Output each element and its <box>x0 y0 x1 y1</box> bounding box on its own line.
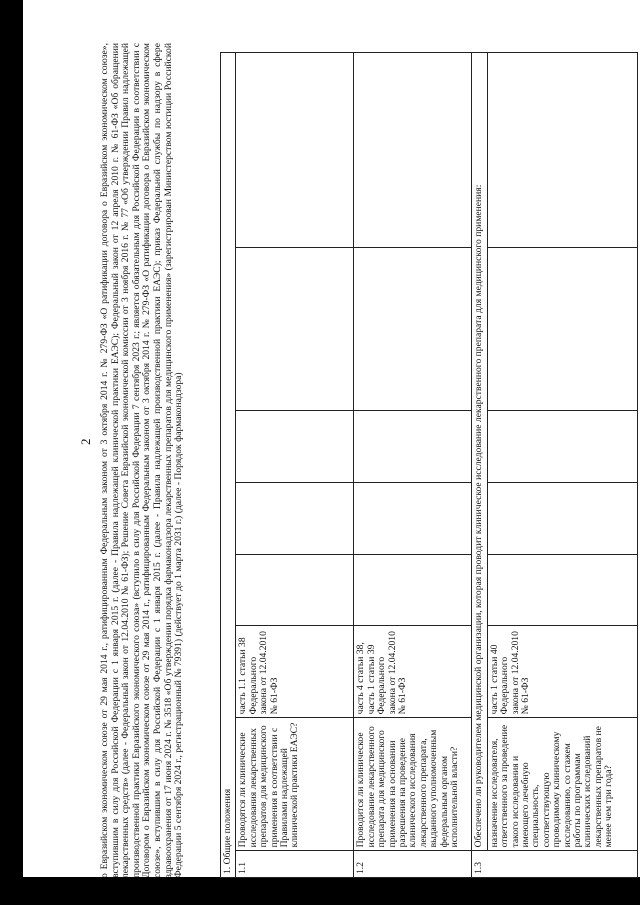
row-number: 1.2 <box>354 851 472 878</box>
table-row <box>236 53 354 878</box>
row-number: 1.3 <box>472 851 637 878</box>
scan-edge-bottom <box>0 877 640 905</box>
answer-cell <box>236 482 354 554</box>
row-question: Проводятся ли клинические исследования лекарственных препаратов для медицинского применения в соответствии с Правилами надлежащей клинической практики ЕАЭС? <box>236 718 354 851</box>
row-reference: часть 1.1 статьи 38 Федерального закона от 12.04.2010 № 61-ФЗ <box>236 626 354 718</box>
answer-cell <box>354 554 472 626</box>
table-row <box>472 53 487 878</box>
answer-cell <box>487 53 637 248</box>
section-title: 1. Общие положения <box>221 53 236 878</box>
answer-cell <box>354 411 472 483</box>
row-reference: часть 1 статьи 40 Федерального закона от 12.04.2010 № 61-ФЗ <box>487 626 637 718</box>
table-row <box>354 53 472 878</box>
section-header-row <box>221 53 236 878</box>
answer-cell <box>236 411 354 483</box>
checklist-table <box>220 52 638 878</box>
answer-cell <box>487 411 637 483</box>
answer-cell <box>236 247 354 411</box>
row-reference: часть 4 статьи 38, часть 1 статьи 39 Федерального закона от 12.04.2010 № 61-ФЗ <box>354 626 472 718</box>
answer-cell <box>236 554 354 626</box>
answer-cell <box>354 247 472 411</box>
answer-cell <box>487 247 637 411</box>
answer-cell <box>487 482 637 554</box>
rotated-document <box>99 43 615 878</box>
answer-cell <box>487 554 637 626</box>
sub-question: назначение исследователя, ответственного за проведение такого исследования и имеющего лечебную специальность, соответствующую проводимому клиническому исследованию, со стажем работы по программам клинических исследований лекарственных препаратов не менее чем три года? <box>487 718 637 851</box>
row-question: Проводится ли клиническое исследование лекарственного препарата для медицинского применения на основании разрешения на проведение клинического исследования лекарственного препарата, выданного уполномоченным федеральным органом исполнительной власти? <box>354 718 472 851</box>
answer-cell <box>354 482 472 554</box>
intro-paragraph: о Евразийском экономическом союзе от 29 мая 2014 г., ратифицированным Федеральным законом от 3 октября 2014 г. № 279-ФЗ «О ратификации договора о Евразийском экономическом союзе», вступившим в силу для Российской Федерации с 1 января 2015 г. (далее - Правила надлежащей клинической практики ЕАЭС); Федеральный закон от 12 апреля 2010 г. № 61-ФЗ «Об обращении лекарственных средств» (далее - Федеральный закон от 12.04.2010 № 61-ФЗ); Решение Совета Евразийской экономической комиссии от 3 ноября 2016 г. № 77 «Об утверждении Правил надлежащей производственной практики Евразийского экономического союза» (вступило в силу для Российской Федерации 7 сентября 2023 г.; является обязательным для Российской Федерации в соответствии с Договором о Евразийском экономическом союзе от 29 мая 2014 г., ратифицированным Федеральным законом от 3 октября 2014 г. № 279-ФЗ «О ратификации договора о Евразийском экономическом союзе», вступившим в силу для Российской Федерации с 1 января 2015 г. (далее - Правила надлежащей производственной практики ЕАЭС); приказ Федеральной службы по надзору в сфере здравоохранения от 17 июня 2024 г. № 3518 «Об утверждении порядка фармаконадзора лекарственных препаратов для медицинского применения» (зарегистрирован Министерством юстиции Российской Федерации 5 сентября 2024 г., регистрационный № 79391) (действует до 1 марта 2031 г.) (далее - Порядок фармаконадзора) <box>99 43 185 878</box>
answer-cell <box>354 53 472 248</box>
page-number: 2 <box>78 438 93 445</box>
row-number: 1.1 <box>236 851 354 878</box>
row-question: Обеспечено ли руководителем медицинской организации, которая проводит клиническое исследование лекарственного препарата для медицинского применения: <box>472 53 487 851</box>
table-row <box>487 53 637 878</box>
answer-cell <box>236 53 354 248</box>
scan-edge-left <box>0 0 23 905</box>
